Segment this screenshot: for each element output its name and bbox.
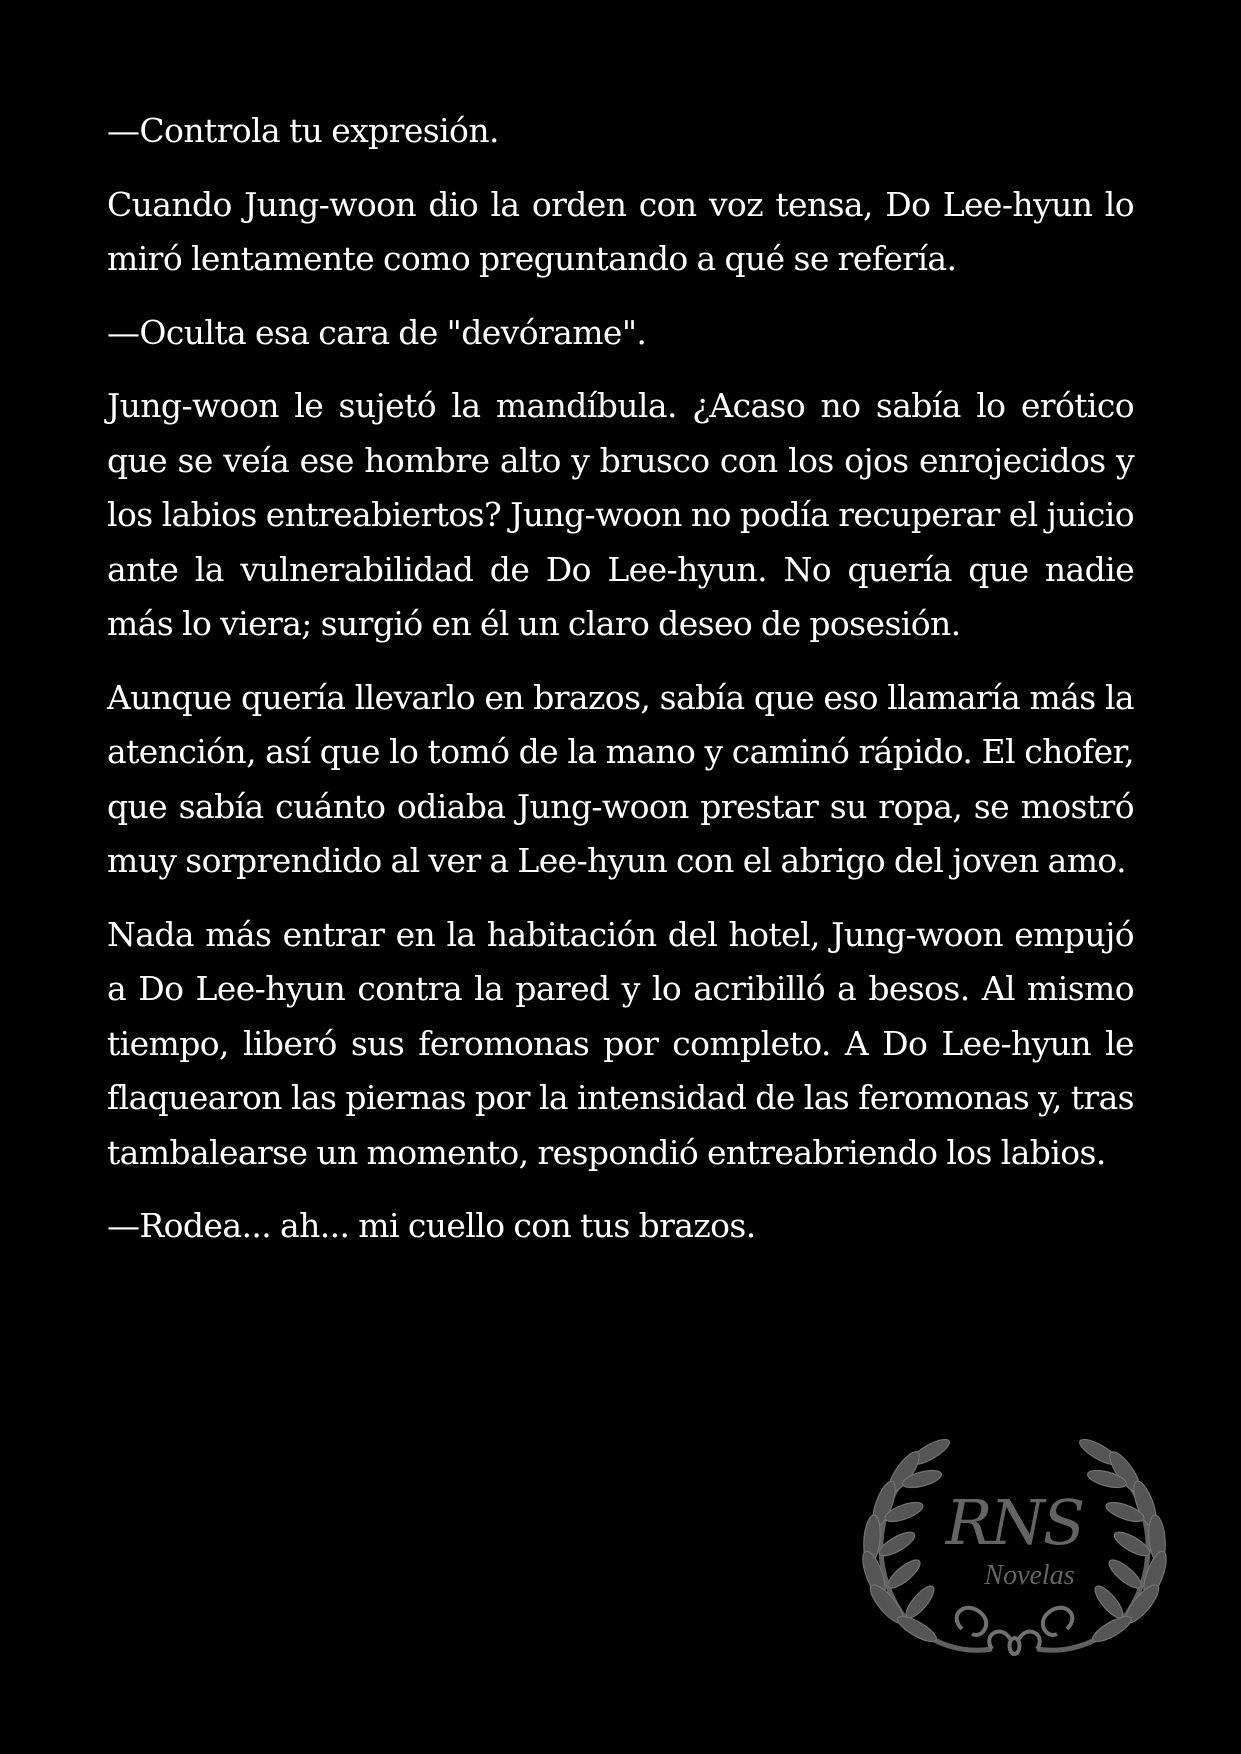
watermark-title: RNS: [945, 1486, 1084, 1559]
narration-paragraph: Aunque quería llevarlo en brazos, sabía que eso llamaría más la atención, así que lo tomó de la mano y caminó rápido. El chofer, que sabía cuánto odiaba Jung-woon prestar su ropa, se mostró muy sorprendido al ver a Lee-hyun con el abrigo del joven amo.: [107, 677, 1134, 880]
narration-paragraph: Nada más entrar en la habitación del hotel, Jung-woon empujó a Do Lee-hyun contra la pared y lo acribilló a besos. Al mismo tiempo, liberó sus feromonas por completo. A Do Lee-hyun le flaquearon las piernas por la intensidad de las feromonas y, tras tambalearse un momento, respondió entreabriendo los labios.: [107, 914, 1134, 1172]
narration-paragraph: Cuando Jung-woon dio la orden con voz tensa, Do Lee-hyun lo miró lentamente como preguntando a qué se refería.: [107, 184, 1134, 278]
narration-paragraph: Jung-woon le sujetó la mandíbula. ¿Acaso no sabía lo erótico que se veía ese hombre alto y brusco con los ojos enrojecidos y los labios entreabiertos? Jung-woon no podía recuperar el juicio ante la vulnerabilidad de Do Lee-hyun. No quería que nadie más lo viera; surgió en él un claro deseo de posesión.: [107, 386, 1134, 643]
dialogue-paragraph: —Rodea... ah... mi cuello con tus brazos.: [107, 1206, 756, 1245]
dialogue-paragraph: —Oculta esa cara de "devórame".: [107, 312, 647, 352]
dialogue-paragraph: —Controla tu expresión.: [107, 111, 499, 150]
rns-novelas-watermark: [842, 1424, 1187, 1669]
document-page: [107, 104, 1134, 1273]
watermark-subtitle: Novelas: [984, 1560, 1075, 1591]
